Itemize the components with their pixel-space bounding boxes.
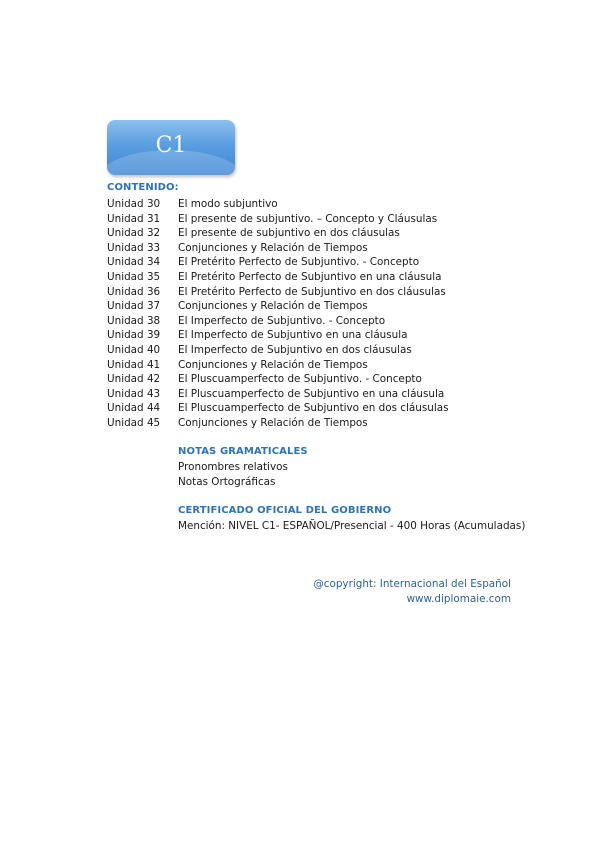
unit-row [107,358,449,373]
level-badge-label: C1 [155,133,187,158]
unit-row [107,372,449,387]
unit-row [107,241,449,256]
unit-title: El Pluscuamperfecto de Subjuntivo en una cláusula [178,387,445,400]
unit-number: Unidad 30 [107,198,161,210]
unit-title: El Imperfecto de Subjuntivo en una cláusula [178,329,408,342]
unit-title: El Pluscuamperfecto de Subjuntivo. - Concepto [178,373,422,386]
unit-row [107,343,449,358]
unit-row [107,255,449,270]
unit-number: Unidad 41 [107,358,161,371]
unit-title: El modo subjuntivo [178,198,278,210]
unit-number: Unidad 33 [107,241,161,254]
units-list [107,197,449,431]
unit-number: Unidad 43 [107,387,161,400]
grammar-notes-heading: NOTAS GRAMATICALES [178,446,308,457]
unit-title: Conjunciones y Relación de Tiempos [178,416,368,429]
unit-row [107,328,449,343]
unit-number: Unidad 38 [107,314,161,327]
unit-row [107,270,449,285]
grammar-note-item: Notas Ortográficas [178,475,276,488]
website-link[interactable]: www.diplomaie.com [406,593,511,605]
unit-number: Unidad 44 [107,402,161,415]
unit-title: El presente de subjuntivo. – Concepto y Cláusulas [178,212,438,225]
unit-number: Unidad 35 [107,270,161,283]
footer [313,577,511,607]
unit-number: Unidad 36 [107,285,161,298]
unit-title: El Pretérito Perfecto de Subjuntivo. - Concepto [178,256,420,269]
unit-row [107,387,449,402]
contents-heading: CONTENIDO: [107,182,179,193]
unit-title: El Pretérito Perfecto de Subjuntivo en dos cláusulas [178,285,446,298]
unit-title: El Pluscuamperfecto de Subjuntivo en dos cláusulas [178,402,449,415]
unit-row [107,285,449,300]
copyright-text: @copyright: Internacional del Español [313,578,511,590]
unit-number: Unidad 42 [107,373,161,386]
certificate-heading: CERTIFICADO OFICIAL DEL GOBIERNO [178,505,392,516]
unit-title: El Imperfecto de Subjuntivo en dos cláusulas [178,343,412,356]
level-badge [107,120,235,175]
unit-number: Unidad 31 [107,212,161,225]
unit-row [107,212,449,227]
unit-title: Conjunciones y Relación de Tiempos [178,241,368,254]
grammar-notes-list [178,460,288,489]
grammar-note-item: Pronombres relativos [178,461,288,473]
certificate-text: Mención: NIVEL C1- ESPAÑOL/Presencial - 400 Horas (Acumuladas) [178,520,526,532]
unit-title: El presente de subjuntivo en dos cláusulas [178,227,400,240]
unit-row [107,299,449,314]
unit-number: Unidad 40 [107,343,161,356]
unit-number: Unidad 37 [107,300,161,313]
unit-title: Conjunciones y Relación de Tiempos [178,300,368,313]
unit-number: Unidad 45 [107,416,161,429]
unit-title: El Pretérito Perfecto de Subjuntivo en una cláusula [178,270,442,283]
unit-row [107,226,449,241]
unit-title: Conjunciones y Relación de Tiempos [178,358,368,371]
unit-row [107,401,449,416]
unit-row [107,314,449,329]
unit-number: Unidad 32 [107,227,161,240]
unit-number: Unidad 39 [107,329,161,342]
unit-number: Unidad 34 [107,256,161,269]
unit-title: El Imperfecto de Subjuntivo. - Concepto [178,314,386,327]
unit-row [107,416,449,431]
unit-row [107,197,449,212]
